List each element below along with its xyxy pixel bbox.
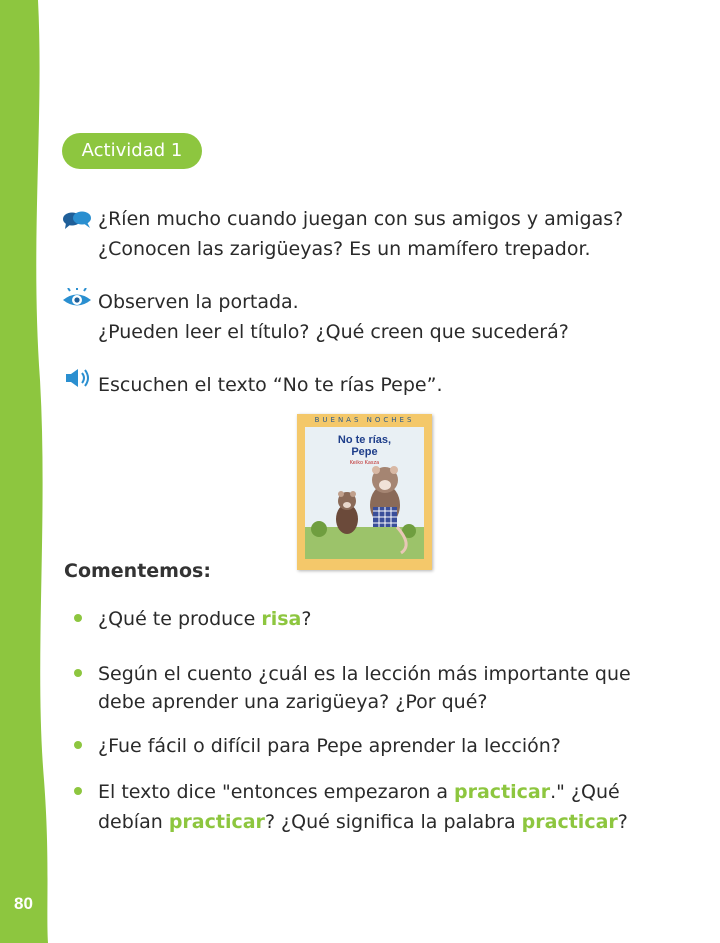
side-band	[0, 0, 60, 943]
talk-line-1: ¿Ríen mucho cuando juegan con sus amigos y amigas?	[98, 208, 624, 230]
talk-line-2: ¿Conocen las zarigüeyas? Es un mamífero trepador.	[98, 238, 591, 260]
observe-line-1: Observen la portada.	[98, 291, 299, 313]
highlight-word: practicar	[521, 811, 618, 833]
comments-heading: Comentemos:	[64, 560, 211, 582]
question-4-line-1: El texto dice "entonces empezaron a practicar." ¿Qué	[98, 781, 620, 803]
book-title-line-1: No te rías,	[337, 434, 392, 446]
question-3: ¿Fue fácil o difícil para Pepe aprender la lección?	[98, 735, 561, 757]
highlight-word: practicar	[454, 781, 551, 803]
bullet	[74, 614, 82, 622]
bullet	[74, 669, 82, 677]
activity-badge: Actividad 1	[62, 133, 202, 169]
question-1: ¿Qué te produce risa?	[98, 608, 312, 630]
speech-bubbles-icon	[62, 210, 92, 232]
speaker-icon	[64, 367, 92, 389]
highlight-word: risa	[261, 608, 302, 630]
bullet	[74, 787, 82, 795]
book-author: Keiko Kasza	[349, 460, 380, 466]
book-series: BUENAS NOCHES	[314, 416, 415, 424]
observe-line-2: ¿Pueden leer el título? ¿Qué creen que sucederá?	[98, 321, 569, 343]
highlight-word: practicar	[168, 811, 265, 833]
question-4-line-2: debían practicar? ¿Qué significa la palabra practicar?	[98, 811, 628, 833]
book-illustration	[305, 427, 424, 559]
page-number: 80	[14, 894, 33, 913]
listen-line: Escuchen el texto “No te rías Pepe”.	[98, 374, 443, 396]
question-2-line-2: debe aprender una zarigüeya? ¿Por qué?	[98, 691, 488, 713]
eye-icon	[62, 288, 92, 310]
bullet	[74, 741, 82, 749]
question-2-line-1: Según el cuento ¿cuál es la lección más importante que	[98, 663, 631, 685]
opossums-illustration	[305, 427, 424, 559]
book-title-line-2: Pepe	[351, 446, 378, 458]
book-cover	[297, 414, 432, 570]
